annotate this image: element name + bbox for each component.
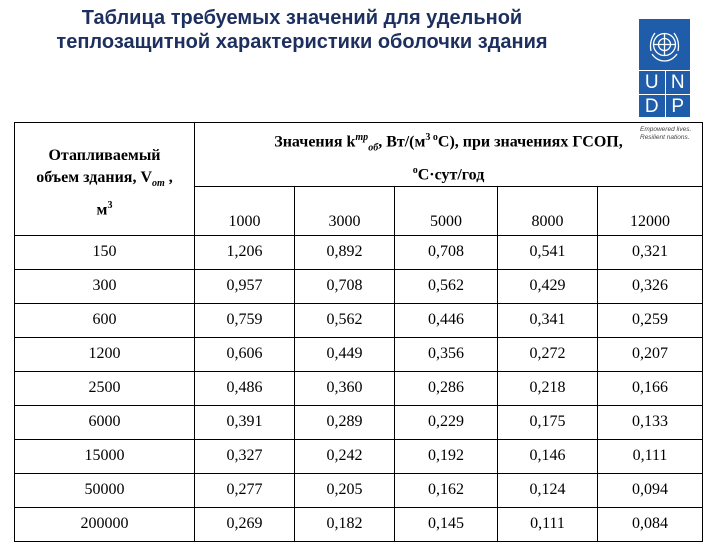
value-cell: 0,562 [295,303,395,337]
undp-letters [639,70,690,118]
logo-letter: N [665,71,691,95]
values-header-sup: тр [355,132,369,143]
value-cell: 0,124 [498,473,598,507]
un-emblem-icon [643,23,686,66]
value-cell: 0,242 [295,439,395,473]
value-cell: 0,449 [295,337,395,371]
tagline-line-2: Resilient nations. [640,134,690,141]
volume-cell: 15000 [15,439,195,473]
value-cell: 0,708 [395,235,498,269]
value-cell: 0,957 [195,269,295,303]
volume-cell: 1200 [15,337,195,371]
title-line-1: Таблица требуемых значений для удельной [81,7,523,29]
page-title [22,6,582,54]
value-cell: 0,259 [598,303,703,337]
values-table [14,122,703,542]
table-row [15,337,703,371]
value-cell: 0,205 [295,473,395,507]
value-cell: 0,486 [195,371,295,405]
value-cell: 0,356 [395,337,498,371]
volume-header-subscript: от [152,178,165,190]
value-cell: 0,360 [295,371,395,405]
gsop-column-header: 3000 [295,186,395,235]
table-row [15,303,703,337]
value-cell: 0,326 [598,269,703,303]
table-row [15,439,703,473]
volume-header-unit: м [96,201,108,219]
table-row [15,507,703,541]
volume-header-line-1: Отапливаемый [48,147,161,164]
values-header-gsop: С), при значениях ГСОП, [437,133,623,151]
value-cell: 0,286 [395,371,498,405]
volume-cell: 50000 [15,473,195,507]
value-cell: 0,175 [498,405,598,439]
value-cell: 0,133 [598,405,703,439]
value-cell: 0,341 [498,303,598,337]
values-header-sub: об [368,142,379,154]
value-cell: 0,391 [195,405,295,439]
table-row [15,269,703,303]
logo-letter: P [665,95,691,119]
value-cell: 0,327 [195,439,295,473]
table-row [15,473,703,507]
value-cell: 0,321 [598,235,703,269]
table-body [15,235,703,541]
value-cell: 0,759 [195,303,295,337]
value-cell: 0,218 [498,371,598,405]
value-cell: 0,289 [295,405,395,439]
value-cell: 0,207 [598,337,703,371]
value-cell: 0,446 [395,303,498,337]
value-cell: 0,084 [598,507,703,541]
value-cell: 0,541 [498,235,598,269]
value-cell: 0,145 [395,507,498,541]
values-header-text: Значения k [274,133,356,151]
value-cell: 0,606 [195,337,295,371]
title-line-2: теплозащитной характеристики оболочки здания [56,31,548,53]
values-header-unit: , Вт/(м [378,133,426,151]
values-header-unit-sup: 3 о [425,132,438,143]
gsop-column-header: 12000 [598,186,703,235]
values-header-degree: о [412,164,418,176]
tagline-line-1: Empowered lives. [640,126,692,133]
logo-letter: U [639,71,665,95]
table-row [15,371,703,405]
value-cell: 0,182 [295,507,395,541]
table-row [15,405,703,439]
volume-header-line-2: объем здания, V [36,169,153,186]
volume-header-unit-sup: 3 [107,200,113,212]
gsop-column-header: 8000 [498,186,598,235]
value-cell: 0,269 [195,507,295,541]
table-row [15,235,703,269]
volume-cell: 600 [15,303,195,337]
value-cell: 0,429 [498,269,598,303]
value-cell: 0,562 [395,269,498,303]
values-header-line-2: С·сут/год [417,165,485,183]
volume-cell: 6000 [15,405,195,439]
undp-logo [639,19,690,117]
value-cell: 0,229 [395,405,498,439]
value-cell: 0,708 [295,269,395,303]
value-cell: 1,206 [195,235,295,269]
volume-cell: 2500 [15,371,195,405]
value-cell: 0,146 [498,439,598,473]
value-cell: 0,094 [598,473,703,507]
value-cell: 0,111 [598,439,703,473]
volume-cell: 150 [15,235,195,269]
gsop-column-header: 1000 [195,186,295,235]
volume-header-comma: , [164,169,173,186]
volume-cell: 300 [15,269,195,303]
value-cell: 0,166 [598,371,703,405]
volume-cell: 200000 [15,507,195,541]
value-cell: 0,272 [498,337,598,371]
value-cell: 0,277 [195,473,295,507]
value-cell: 0,192 [395,439,498,473]
values-header [195,123,703,187]
logo-letter: D [644,95,659,117]
value-cell: 0,162 [395,473,498,507]
gsop-column-header: 5000 [395,186,498,235]
value-cell: 0,111 [498,507,598,541]
value-cell: 0,892 [295,235,395,269]
volume-column-header [15,123,195,236]
